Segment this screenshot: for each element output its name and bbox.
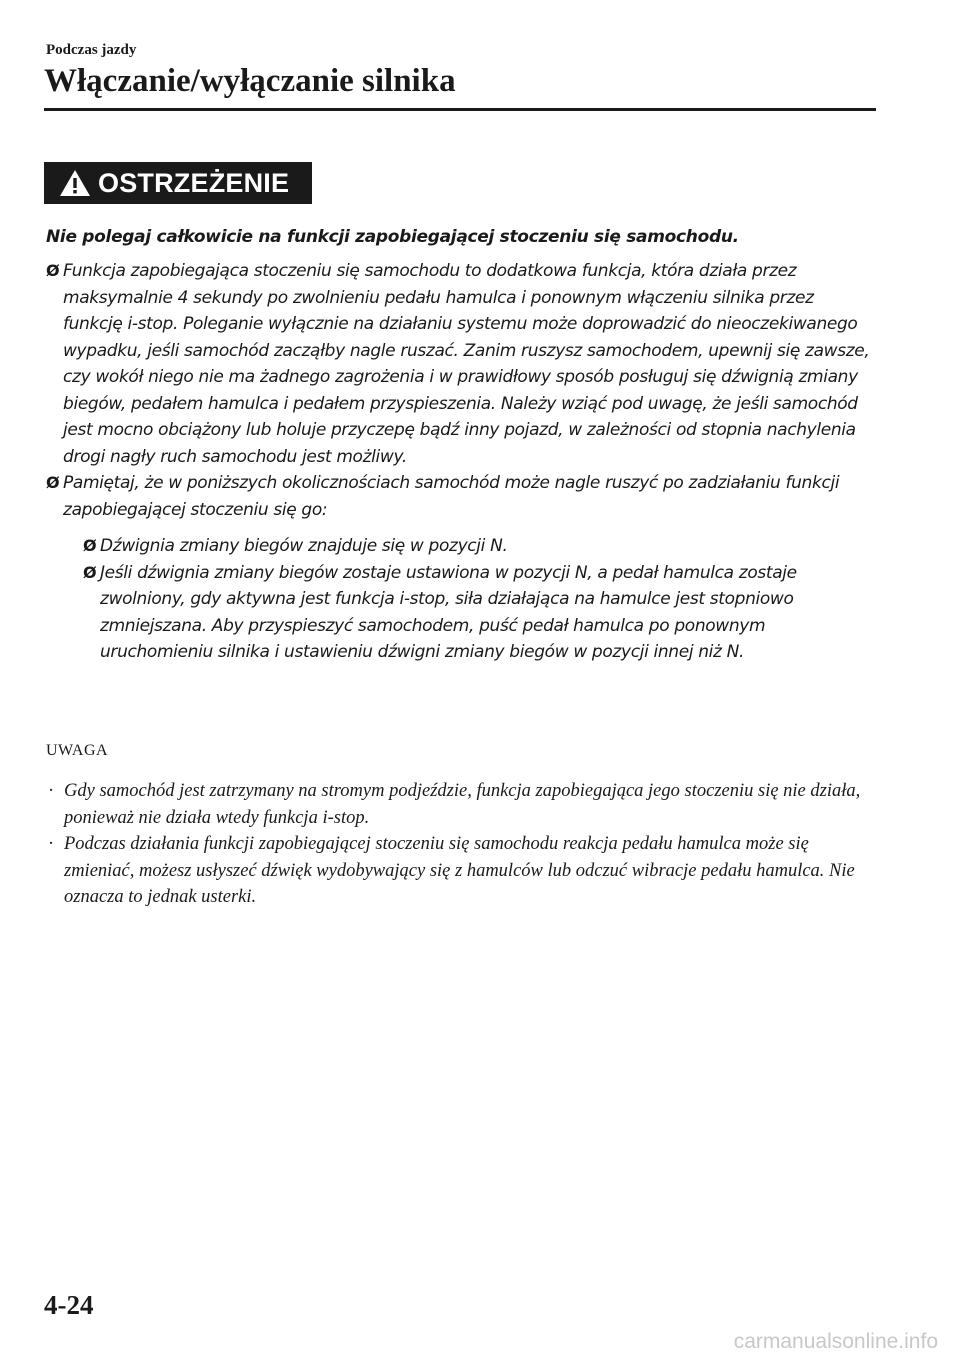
watermark: carmanualsonline.info (733, 1330, 938, 1353)
warning-sub-item (83, 533, 876, 560)
note-title: UWAGA (46, 742, 109, 759)
warning-label: OSTRZEŻENIE (98, 167, 290, 198)
note-bullet: · (48, 834, 55, 854)
warning-item (46, 258, 876, 470)
section-label: Podczas jazdy (46, 42, 137, 58)
warning-sub-list (83, 533, 876, 666)
warning-lead: Nie polegaj całkowicie na funkcji zapobiegającej stoczeniu się samochodu. (46, 227, 739, 247)
warning-item (46, 470, 876, 666)
title-divider (44, 108, 876, 111)
note-item (46, 778, 866, 831)
warning-badge (44, 162, 312, 204)
page-title: Włączanie/wyłączanie silnika (44, 63, 456, 99)
note-item (46, 831, 866, 911)
warning-item-text: Pamiętaj, że w poniższych okolicznościach samochód może nagle ruszyć po zadziałaniu funkcji zapobiegającej stoczeniu się go: (63, 473, 840, 520)
warning-item-text: Funkcja zapobiegająca stoczeniu się samochodu to dodatkowa funkcja, która działa przez maksymalnie 4 sekundy po zwolnieniu pedału hamulca i ponownym włączeniu silnika przez funkcję i-stop. Poleganie wyłącznie na działaniu systemu może doprowadzić do nieoczekiwanego wypadku, jeśli samochód zacząłby nagle ruszać. Zanim ruszysz samochodem, upewnij się zawsze, czy wokół niego nie ma żadnego zagrożenia i w prawidłowy sposób posługuj się dźwignią zmiany biegów, pedałem hamulca i pedałem przyspieszenia. Należy wziąć pod uwagę, że jeśli samochód jest mocno obciążony lub holuje przyczepę bądź inny pojazd, w zależności od stopnia nachylenia drogi nagły ruch samochodu jest możliwy. (63, 261, 870, 467)
arrow-bullet-icon: Ø (46, 261, 60, 280)
page-number: 4-24 (44, 1290, 94, 1320)
note-bullet: · (48, 781, 55, 801)
warning-triangle-icon (58, 168, 92, 198)
arrow-bullet-icon: Ø (46, 473, 60, 492)
warning-body (46, 224, 876, 666)
arrow-bullet-icon: Ø (83, 536, 97, 555)
arrow-bullet-icon: Ø (83, 562, 97, 582)
warning-list (46, 258, 876, 666)
note-item-text: Gdy samochód jest zatrzymany na stromym podjeździe, funkcja zapobiegająca jego stoczeniu się nie działa, ponieważ nie działa wtedy funkcja i-stop. (64, 781, 861, 828)
warning-sub-item-text: Jeśli dźwignia zmiany biegów zostaje ustawiona w pozycji N, a pedał hamulca zostaje zwolniony, gdy aktywna jest funkcja i-stop, siła działająca na hamulce jest stopniowo zmniejszana. Aby przyspieszyć samochodem, puść pedał hamulca po ponownym uruchomieniu silnika i ustawieniu dźwigni zmiany biegów w pozycji innej niż N. (100, 562, 797, 662)
note-list (46, 778, 866, 911)
note-item-text: Podczas działania funkcji zapobiegającej stoczeniu się samochodu reakcja pedału hamulca może się zmieniać, możesz usłyszeć dźwięk wydobywający się z hamulców lub odczuć wibracje pedału hamulca. Nie oznacza to jednak usterki. (64, 834, 855, 907)
warning-sub-item (83, 560, 876, 666)
warning-sub-item-text: Dźwignia zmiany biegów znajduje się w pozycji N. (100, 536, 508, 556)
